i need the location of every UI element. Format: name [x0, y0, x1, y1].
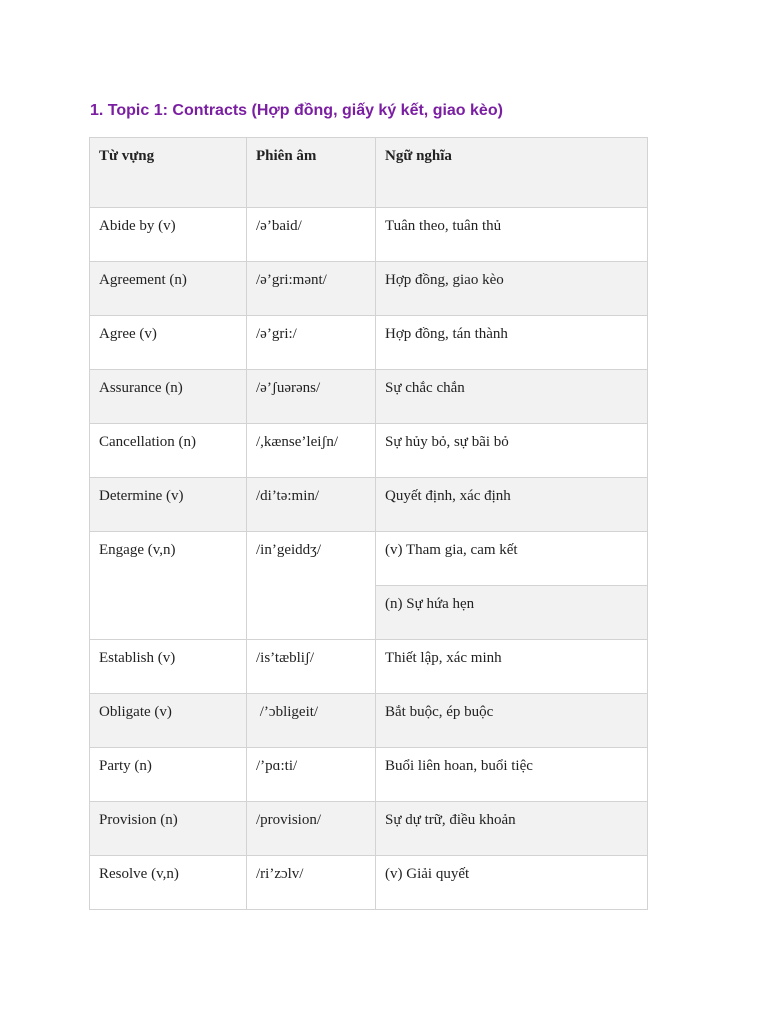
header-meaning: Ngữ nghĩa [376, 138, 648, 208]
cell-word: Party (n) [90, 748, 247, 802]
table-row [90, 802, 648, 856]
cell-phonetic: /ə’ʃuərəns/ [247, 370, 376, 424]
table-row [90, 694, 648, 748]
table-row [90, 478, 648, 532]
cell-word: Assurance (n) [90, 370, 247, 424]
cell-phonetic: /ə’gri:mənt/ [247, 262, 376, 316]
table-row [90, 262, 648, 316]
header-word: Từ vựng [90, 138, 247, 208]
cell-meaning: Sự dự trữ, điều khoản [376, 802, 648, 856]
header-phonetic: Phiên âm [247, 138, 376, 208]
table-row [90, 532, 648, 586]
table-row [90, 640, 648, 694]
cell-word: Cancellation (n) [90, 424, 247, 478]
cell-meaning: (v) Giải quyết [376, 856, 648, 910]
table-header-row [90, 138, 648, 208]
cell-word: Determine (v) [90, 478, 247, 532]
cell-phonetic: /provision/ [247, 802, 376, 856]
cell-word: Establish (v) [90, 640, 247, 694]
cell-phonetic: /ə’gri:/ [247, 316, 376, 370]
table-row [90, 856, 648, 910]
cell-meaning: Buổi liên hoan, buổi tiệc [376, 748, 648, 802]
cell-meaning: Quyết định, xác định [376, 478, 648, 532]
cell-meaning: (v) Tham gia, cam kết [376, 532, 648, 586]
table-row [90, 748, 648, 802]
cell-word: Provision (n) [90, 802, 247, 856]
cell-meaning: Hợp đồng, tán thành [376, 316, 648, 370]
cell-meaning: Sự chắc chắn [376, 370, 648, 424]
cell-phonetic: /di’tə:min/ [247, 478, 376, 532]
cell-meaning-secondary: (n) Sự hứa hẹn [376, 586, 648, 640]
table-row [90, 208, 648, 262]
cell-word: Obligate (v) [90, 694, 247, 748]
cell-phonetic: /’pɑ:ti/ [247, 748, 376, 802]
cell-phonetic: /ri’zɔlv/ [247, 856, 376, 910]
table-row [90, 316, 648, 370]
cell-word: Agreement (n) [90, 262, 247, 316]
cell-phonetic: /ə’baid/ [247, 208, 376, 262]
cell-meaning: Hợp đồng, giao kèo [376, 262, 648, 316]
cell-word: Engage (v,n) [90, 532, 247, 640]
topic-heading: 1. Topic 1: Contracts (Hợp đồng, giấy ký kết, giao kèo) [90, 102, 503, 119]
cell-meaning: Sự hủy bỏ, sự bãi bỏ [376, 424, 648, 478]
cell-meaning: Bắt buộc, ép buộc [376, 694, 648, 748]
cell-phonetic: /is’tæbliʃ/ [247, 640, 376, 694]
cell-word: Agree (v) [90, 316, 247, 370]
table-row [90, 424, 648, 478]
vocabulary-table [89, 137, 648, 910]
cell-phonetic: /in’geiddʒ/ [247, 532, 376, 640]
table-row [90, 370, 648, 424]
cell-meaning: Tuân theo, tuân thủ [376, 208, 648, 262]
cell-phonetic: /,kænse’leiʃn/ [247, 424, 376, 478]
cell-meaning: Thiết lập, xác minh [376, 640, 648, 694]
cell-word: Resolve (v,n) [90, 856, 247, 910]
cell-phonetic: /’ɔbligeit/ [247, 694, 376, 748]
cell-word: Abide by (v) [90, 208, 247, 262]
